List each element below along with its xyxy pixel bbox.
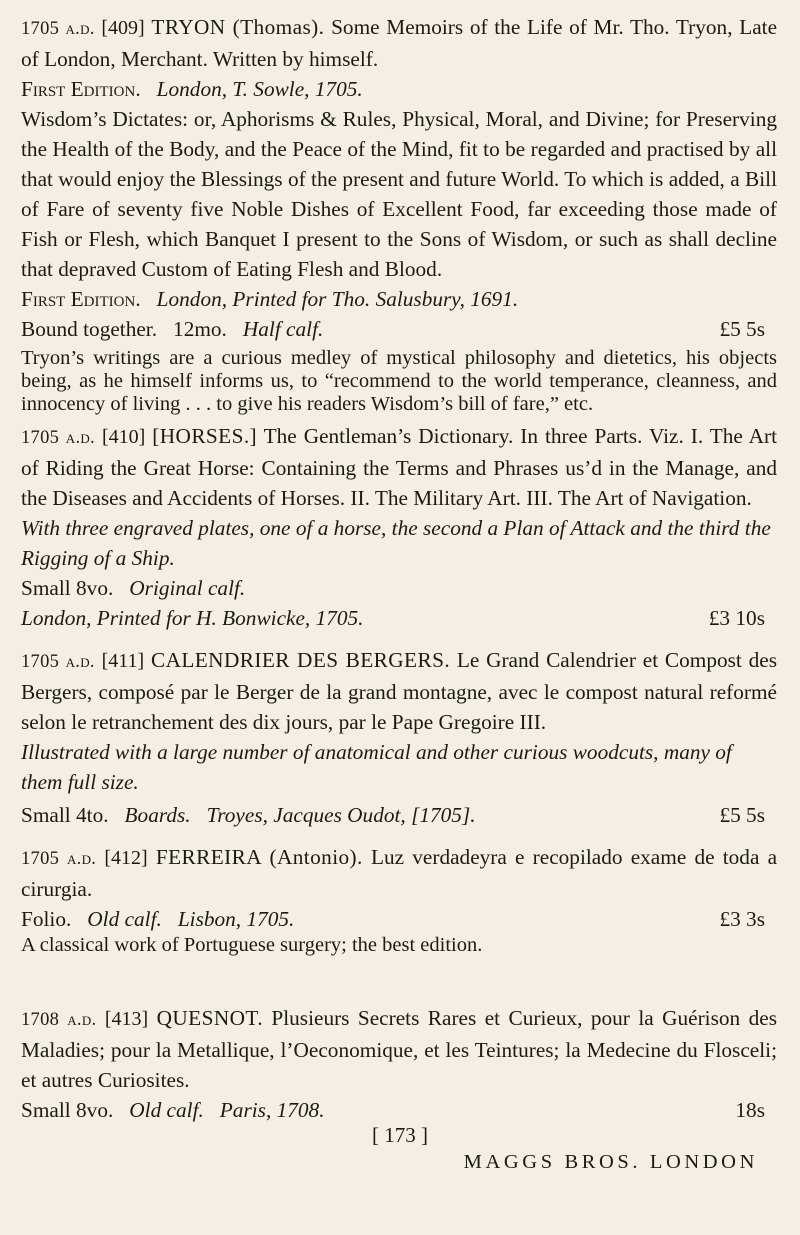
binding-type: Half calf. [242, 317, 324, 341]
entry-heading [21, 842, 777, 904]
format: Folio. [21, 907, 72, 931]
edition-line [21, 74, 777, 104]
imprint: London, T. Sowle, 1705. [156, 77, 363, 101]
entry-date: 1705 a.d. [21, 428, 95, 448]
format: Small 8vo. [21, 1098, 114, 1122]
entry-date: 1705 a.d. [21, 849, 97, 869]
format: Small 4to. [21, 803, 109, 827]
price: £3 3s [719, 907, 765, 931]
price: £5 5s [719, 317, 765, 341]
entry-note: A classical work of Portuguese surgery; the best edition. [21, 934, 483, 956]
illustration-note: Illustrated with a large number of anatomical and other curious woodcuts, many of them full size. [21, 740, 732, 794]
binding-type: Old calf. [87, 907, 162, 931]
lot-number: [413] [104, 1008, 149, 1030]
imprint: London, Printed for Tho. Salusbury, 1691. [156, 287, 519, 311]
entry-heading [21, 421, 777, 513]
binding-type: Original calf. [129, 576, 246, 600]
imprint-line [21, 603, 777, 633]
catalogue-entry-410 [21, 421, 777, 633]
edition-label: First Edition. [21, 77, 141, 101]
lot-number: [411] [101, 650, 145, 672]
lot-number: [410] [101, 426, 146, 448]
entry-note: Tryon’s writings are a curious medley of mystical philosophy and dietetics, his objects being, as he himself informs us, to “recommend to the world temperance, cleanness, and innocency of living . . . to give his readers Wisdom’s bill of fare,” etc. [21, 347, 777, 415]
collation-line [21, 573, 777, 603]
price: £5 5s [719, 803, 765, 827]
entry-heading [21, 12, 777, 74]
imprint: Paris, 1708. [219, 1098, 325, 1122]
page-number: [ 173 ] [372, 1123, 428, 1147]
entry-title: Le Grand Calendrier et Compost des Bergers, composé par le Berger de la grand montagne, avec le compost natural reformé selon le retranchement des dix jours, par le Pape Gregoire III. [21, 648, 778, 734]
entry-date: 1705 a.d. [21, 652, 95, 672]
lot-number: [409] [101, 17, 145, 39]
entry-title: Luz verdadeyra e recopilado exame de toda a cirurgia. [21, 845, 778, 901]
collation-line [21, 314, 777, 344]
entry-title: Plusieurs Secrets Rares et Curieux, pour la Guérison des Maladies; pour la Metallique, l’Oeconomique, et les Teintures; la Medecine du Flosceli; et autres Curiosites. [21, 1006, 777, 1092]
entry-date: 1705 a.d. [21, 19, 95, 39]
entry-author: CALENDRIER DES BERGERS. [150, 648, 451, 672]
entry-title: Some Memoirs of the Life of Mr. Tho. Tryon, Late of London, Merchant. Written by himself. [21, 15, 778, 71]
edition-line-2 [21, 284, 777, 314]
binding-type: Old calf. [129, 1098, 204, 1122]
collation-line [21, 1095, 777, 1125]
imprint: Lisbon, 1705. [177, 907, 295, 931]
binding-note: Bound together. [21, 317, 158, 341]
entry-author: QUESNOT. [156, 1006, 263, 1030]
catalogue-entry-409 [21, 12, 777, 416]
entry-heading [21, 645, 777, 737]
price: £3 10s [708, 606, 765, 630]
entry-title: The Gentleman’s Dictionary. In three Parts. Viz. I. The Art of Riding the Great Horse: Containing the Terms and Phrases us’d in the Manage, and the Diseases and Accidents of Horses. II. The Military Art. III. The Art of Navigation. [21, 424, 778, 510]
format: 12mo. [173, 317, 227, 341]
catalogue-entry-413 [21, 1003, 777, 1125]
catalogue-entry-412 [21, 842, 777, 957]
entry-author: TRYON (Thomas). [151, 15, 325, 39]
imprint: Troyes, Jacques Oudot, [1705]. [206, 803, 476, 827]
collation-line [21, 800, 777, 830]
entry-author: FERREIRA (Antonio). [155, 845, 363, 869]
imprint: London, Printed for H. Bonwicke, 1705. [21, 606, 364, 630]
publisher-imprint: MAGGS BROS. LONDON [463, 1151, 758, 1173]
entry-heading [21, 1003, 777, 1095]
entry-date: 1708 a.d. [21, 1010, 97, 1030]
edition-label: First Edition. [21, 287, 141, 311]
illustration-note: With three engraved plates, one of a horse, the second a Plan of Attack and the third the Rigging of a Ship. [21, 516, 771, 570]
entry-author: [HORSES.] [152, 424, 258, 448]
collation-line [21, 904, 777, 934]
second-title: Wisdom’s Dictates: or, Aphorisms & Rules, Physical, Moral, and Divine; for Preserving the Health of the Body, and the Peace of the Mind, fit to be regarded and practised by all that would enjoy the Blessings of the present and future World. To which is added, a Bill of Fare of seventy five Noble Dishes of Excellent Food, far exceeding those made of Fish or Flesh, which Banquet I present to the Sons of Wisdom, or such as shall decline that depraved Custom of Eating Flesh and Blood. [21, 107, 777, 281]
format: Small 8vo. [21, 576, 114, 600]
price: 18s [735, 1098, 765, 1122]
binding-type: Boards. [124, 803, 191, 827]
lot-number: [412] [104, 847, 148, 869]
catalogue-entry-411 [21, 645, 777, 830]
